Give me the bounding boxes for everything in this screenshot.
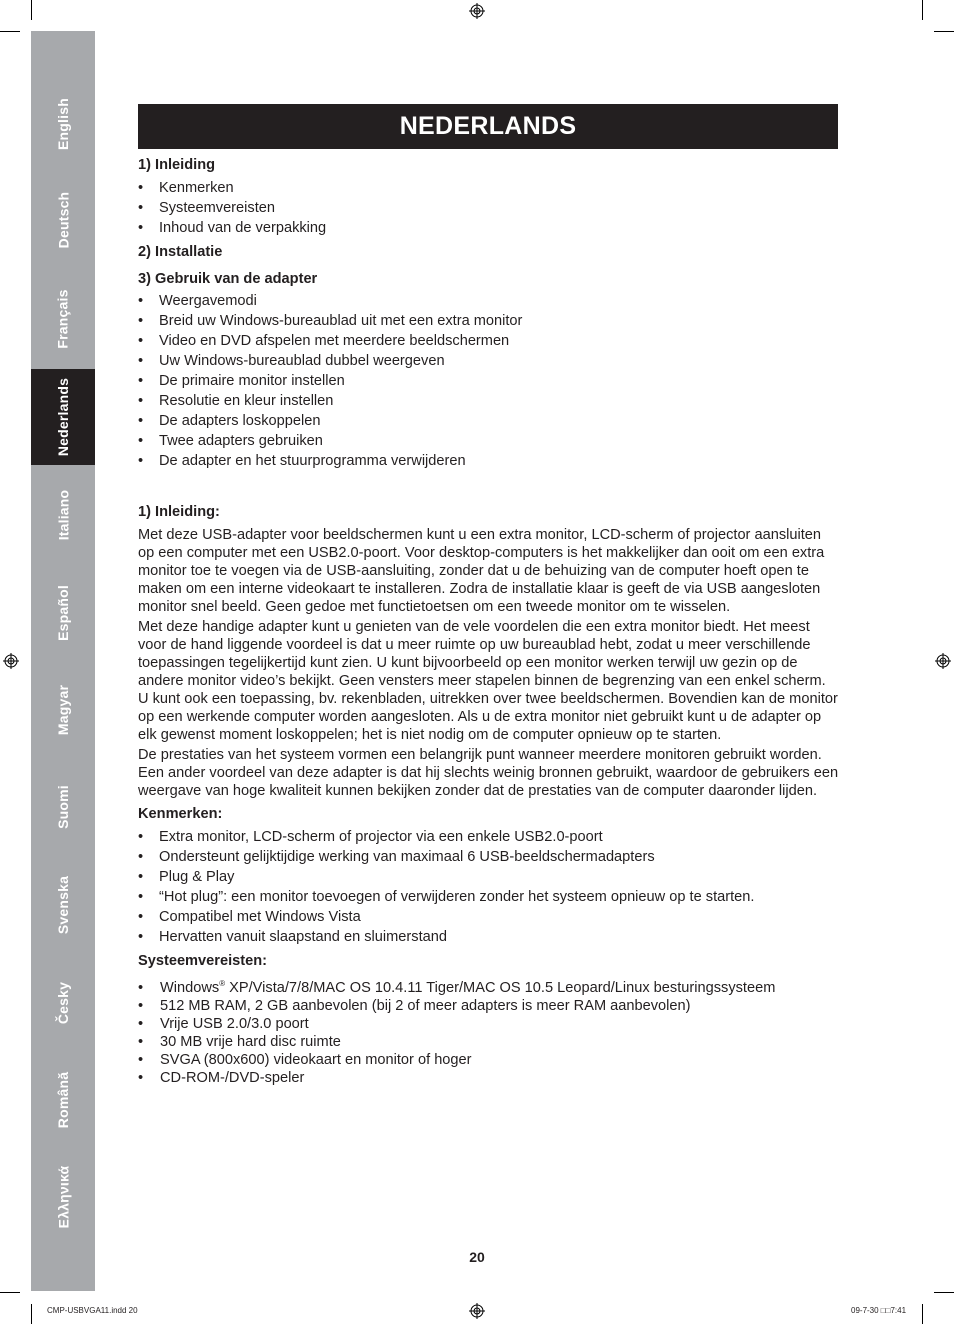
registration-mark-icon [469,1303,485,1319]
list-item: • Uw Windows-bureaublad dubbel weergeven [138,352,840,370]
list-item: • 512 MB RAM, 2 GB aanbevolen (bij 2 of meer adapters is meer RAM aanbevolen) [138,997,840,1015]
crop-mark [31,0,32,20]
list-item: • Weergavemodi [138,292,840,310]
list-item: • Twee adapters gebruiken [138,432,840,450]
list-item: • Extra monitor, LCD-scherm of projector via een enkele USB2.0-poort [138,828,840,846]
features-heading: Kenmerken: [138,806,223,822]
crop-mark [31,1304,32,1324]
toc-heading-1: 1) Inleiding [138,157,216,173]
page-title: NEDERLANDS [399,112,577,140]
crop-mark [922,1304,923,1324]
language-tab-italiano[interactable]: Italiano [54,489,71,541]
registration-mark-icon [3,653,19,669]
list-item: • Vrije USB 2.0/3.0 poort [138,1015,840,1033]
registration-mark-icon [469,3,485,19]
language-tab-strip [31,31,95,1291]
language-tab-nederlands[interactable]: Nederlands [31,369,95,465]
list-item: • Video en DVD afspelen met meerdere beeldschermen [138,332,840,350]
requirements-heading: Systeemvereisten: [138,953,267,969]
list-item: • Breid uw Windows-bureaublad uit met een extra monitor [138,312,840,330]
list-item: • Ondersteunt gelijktijdige werking van maximaal 6 USB-beeldschermadapters [138,848,840,866]
list-item: • De adapter en het stuurprogramma verwijderen [138,452,840,470]
language-tab-suomi[interactable]: Suomi [55,785,71,829]
crop-mark [934,1292,954,1293]
section-title-bar [138,104,838,149]
list-item: • Kenmerken [138,179,840,197]
list-item: • Compatibel met Windows Vista [138,908,840,926]
language-tab-romana[interactable]: Română [55,1071,71,1129]
language-tab-cesky[interactable]: Česky [54,981,71,1025]
requirements-list [138,979,840,1087]
footer-date-label: 09-7-30 □□7:41 [851,1306,907,1315]
crop-mark [922,0,923,20]
document-body [138,156,840,1087]
toc-heading-3: 3) Gebruik van de adapter [138,271,318,287]
list-item: • Plug & Play [138,868,840,886]
crop-mark [0,31,20,32]
list-item: • Resolutie en kleur instellen [138,392,840,410]
list-item: • CD-ROM-/DVD-speler [138,1069,840,1087]
intro-paragraph: Met deze handige adapter kunt u genieten van de vele voordelen die een extra monitor biedt. Het meest voor de hand liggende voordeel is dat u meer ruimte op uw bureaublad hebt, zodat u meer verschillende toepassingen tegelijkertijd kunt zien. U kunt bijvoorbeeld op een monitor werken terwijl uw gezin op de andere monitor video’s bekijkt. Geen vensters meer stapelen binnen de begrenzing van een enkel scherm. U kunt ook een toepassing, bv. rekenbladen, uitrekken over twee beeldschermen. Bovendien kan de monitor op een werkende computer worden aangesloten. Als u de extra monitor niet gebruikt kunt u de adapter op elk gewenst moment loskoppelen; het is niet nodig om de computer opnieuw op te starten. [138,619,838,743]
language-tab-espanol[interactable]: Español [54,585,71,641]
intro-heading: 1) Inleiding: [138,504,220,520]
intro-paragraph: Met deze USB-adapter voor beeldschermen kunt u een extra monitor, LCD-scherm of projector aansluiten op een computer met een USB2.0-poort. Voor desktop-computers is het makkelijker dan ooit om een extra monitor toe te voegen via de USB-aansluiting, zonder dat u de behuizing van de computer hoeft open te maken om een interne videokaart te installeren. Zodra de installatie klaar is geeft de via USB aangesloten monitor snel beeld. Geen gedoe met functietoetsen om een tweede monitor om te wisselen. [138,527,825,615]
language-tab-svenska[interactable]: Svenska [54,875,71,935]
language-tab-english[interactable]: English [55,98,71,150]
language-tab-francais[interactable]: Français [55,289,71,349]
toc-list-3 [138,292,840,470]
page-number: 20 [469,1249,485,1265]
list-item: • “Hot plug”: een monitor toevoegen of verwijderen zonder het systeem opnieuw op te starten. [138,888,840,906]
list-item: • Inhoud van de verpakking [138,219,840,237]
features-list [138,828,840,946]
language-tab-deutsch[interactable]: Deutsch [54,191,71,249]
footer-file-label: CMP-USBVGA11.indd 20 [47,1306,138,1315]
crop-mark [0,1292,20,1293]
list-item: • De adapters loskoppelen [138,412,840,430]
list-item: • SVGA (800x600) videokaart en monitor of hoger [138,1051,840,1069]
crop-mark [934,31,954,32]
list-item: • Windows® XP/Vista/7/8/MAC OS 10.4.11 Tiger/MAC OS 10.5 Leopard/Linux besturingssysteem [138,979,840,997]
list-item: • 30 MB vrije hard disc ruimte [138,1033,840,1051]
registration-mark-icon [935,653,951,669]
intro-paragraph: De prestaties van het systeem vormen een belangrijk punt wanneer meerdere monitoren gebruikt worden. Een ander voordeel van deze adapter is dat hij slechts weinig bronnen gebruikt, waardoor de gebruikers een weergave van hoge kwaliteit kunnen bekijken zonder dat de prestaties van de computer daaronder lijden. [138,747,839,799]
language-tab-magyar[interactable]: Magyar [54,684,71,736]
toc-heading-2: 2) Installatie [138,244,223,260]
toc-list-1 [138,179,840,237]
table-of-contents [138,156,840,470]
language-tab-ellinika[interactable]: Ελληνικά [55,1165,71,1229]
list-item: • Systeemvereisten [138,199,840,217]
list-item: • De primaire monitor instellen [138,372,840,390]
list-item: • Hervatten vanuit slaapstand en sluimerstand [138,928,840,946]
